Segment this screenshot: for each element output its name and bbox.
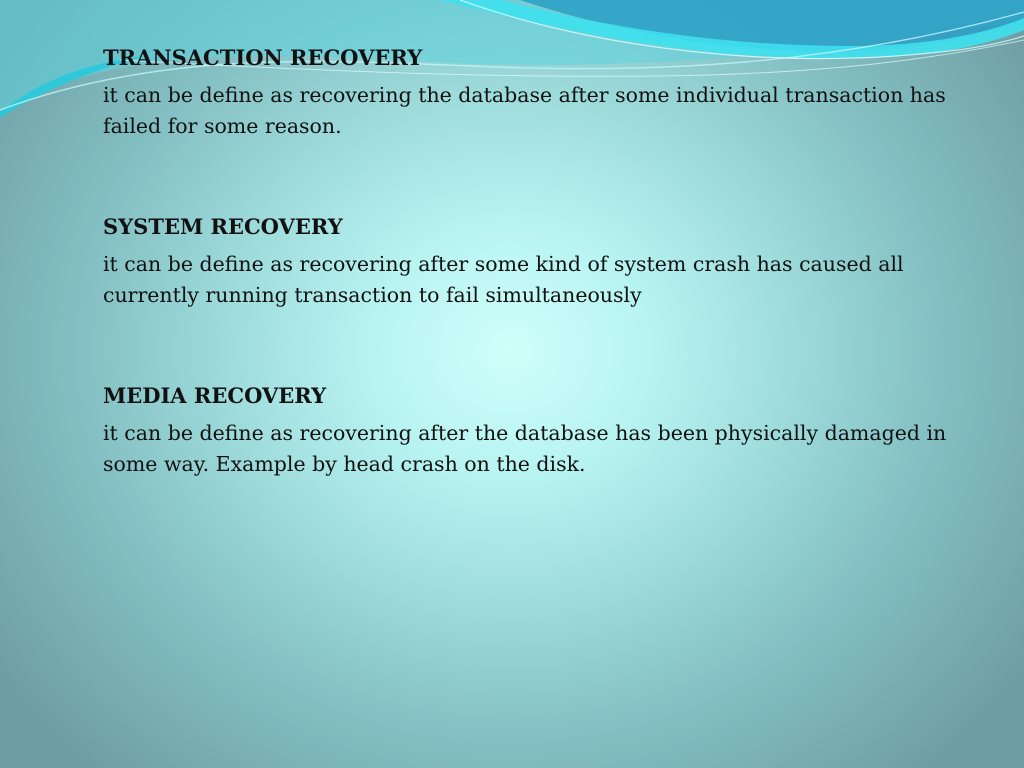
slide-content (103, 42, 993, 480)
heading-media-recovery: MEDIA RECOVERY (103, 383, 327, 408)
section-system-recovery (103, 211, 993, 311)
text-media-recovery: it can be define as recovering after the database has been physically damaged in some way. Example by head crash on the disk. (103, 421, 947, 476)
section-transaction-recovery (103, 42, 993, 142)
heading-transaction-recovery: TRANSACTION RECOVERY (103, 45, 423, 70)
section-media-recovery (103, 380, 993, 480)
text-system-recovery: it can be define as recovering after some kind of system crash has caused all currently running transaction to fail simultaneously (103, 252, 904, 307)
text-transaction-recovery: it can be define as recovering the database after some individual transaction has failed for some reason. (103, 83, 946, 138)
heading-system-recovery: SYSTEM RECOVERY (103, 214, 343, 239)
